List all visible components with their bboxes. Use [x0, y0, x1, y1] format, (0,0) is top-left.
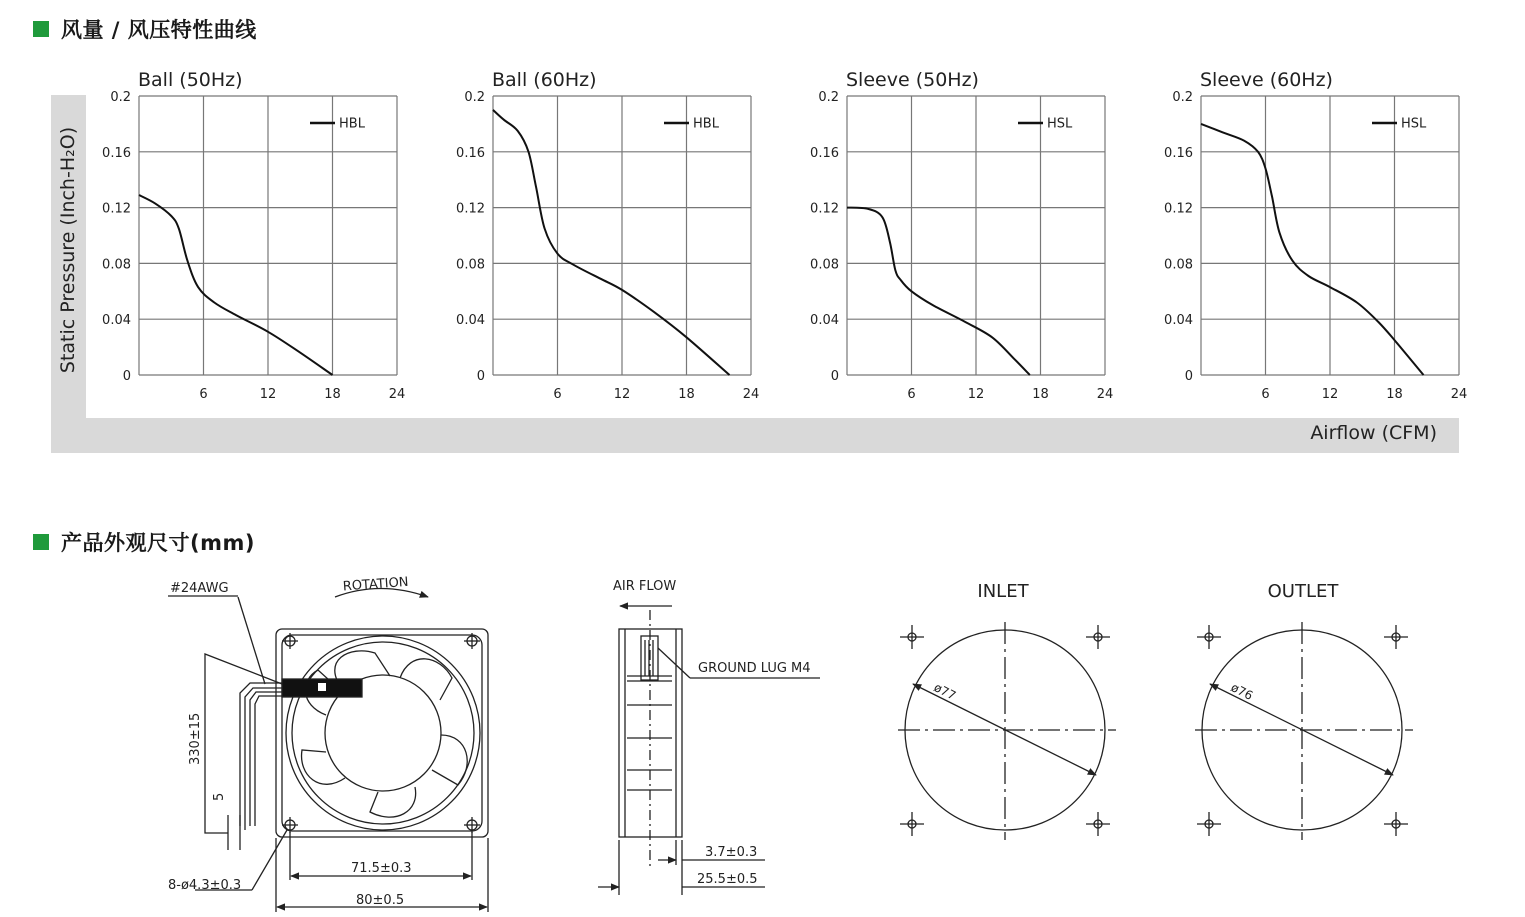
mounting-hole-icon	[1197, 625, 1408, 836]
x-tick-label: 12	[259, 387, 277, 402]
y-axis-label: Static Pressure (Inch-H₂O)	[57, 126, 79, 374]
inlet-diameter-label: ø77	[931, 680, 959, 703]
fan-wires	[205, 654, 282, 833]
hole-leader	[252, 830, 287, 890]
wire-gauge-label: #24AWG	[170, 581, 229, 596]
y-tick-label: 0.2	[818, 90, 839, 105]
chart-title: Sleeve (60Hz)	[1200, 69, 1333, 91]
y-tick-label: 0	[1184, 369, 1193, 384]
y-tick-label: 0.12	[456, 201, 485, 217]
flange-label: 3.7±0.3	[705, 845, 758, 860]
mounting-hole-icon	[900, 625, 1110, 836]
section-title: 风量 / 风压特性曲线	[61, 18, 257, 42]
x-tick-label: 6	[907, 387, 916, 402]
fan-hub	[325, 675, 441, 791]
wire-leader	[238, 597, 265, 684]
series-line	[493, 110, 730, 375]
outlet-diameter-line	[1210, 684, 1393, 775]
fan-label-bar	[282, 679, 362, 697]
y-tick-label: 0	[122, 369, 131, 384]
y-tick-label: 0.2	[110, 90, 131, 105]
y-tick-label: 0.16	[102, 145, 131, 161]
y-tick-label: 0.16	[456, 145, 485, 161]
series-line	[139, 195, 333, 375]
x-axis-label: Airflow (CFM)	[1310, 422, 1437, 444]
y-tick-label: 0	[830, 369, 839, 384]
y-tick-label: 0.08	[810, 257, 839, 273]
x-tick-label: 12	[967, 387, 985, 402]
size-label: 80±0.5	[356, 893, 405, 908]
ground-lug-label: GROUND LUG M4	[698, 661, 811, 676]
y-tick-label: 0.16	[1164, 145, 1193, 161]
inlet-label: INLET	[977, 581, 1029, 602]
inlet-diameter-line	[913, 684, 1096, 775]
y-tick-label: 0.12	[1164, 201, 1193, 217]
chart-title: Sleeve (50Hz)	[846, 69, 979, 91]
side-view	[598, 606, 820, 895]
outlet-circle	[1202, 630, 1402, 830]
legend-label: HBL	[693, 116, 719, 132]
inlet-view	[898, 622, 1116, 840]
y-tick-label: 0.04	[1164, 313, 1193, 329]
y-tick-label: 0.04	[810, 313, 839, 329]
y-tick-label: 0.12	[102, 201, 131, 217]
x-tick-label: 18	[678, 387, 695, 402]
x-tick-label: 24	[1450, 387, 1468, 402]
legend-label: HSL	[1047, 116, 1073, 132]
outlet-diameter-label: ø76	[1228, 680, 1256, 703]
airflow-label: AIR FLOW	[613, 579, 677, 594]
x-tick-label: 18	[1386, 387, 1403, 402]
y-tick-label: 0.12	[810, 201, 839, 217]
y-tick-label: 0.2	[464, 90, 485, 105]
depth-label: 25.5±0.5	[697, 872, 758, 887]
y-tick-label: 0.04	[456, 313, 485, 329]
fan-blades	[302, 651, 468, 817]
x-tick-label: 6	[199, 387, 208, 402]
y-tick-label: 0.08	[456, 257, 485, 273]
ground-lug	[641, 636, 658, 680]
y-tick-label: 0.04	[102, 313, 131, 329]
x-tick-label: 18	[1032, 387, 1049, 402]
mounting-hole-icon	[282, 633, 480, 833]
inlet-circle	[905, 630, 1105, 830]
front-view	[168, 589, 488, 913]
fan-frame	[276, 629, 488, 837]
wire-length-label: 330±15	[188, 712, 203, 765]
section-heading-dimensions	[33, 527, 255, 557]
y-tick-label: 0.08	[1164, 257, 1193, 273]
x-tick-label: 12	[613, 387, 631, 402]
holes-label: 8-ø4.3±0.3	[168, 878, 242, 893]
green-square-icon	[33, 534, 49, 550]
wire-strip-label: 5	[212, 792, 227, 801]
x-tick-label: 24	[1096, 387, 1114, 402]
x-tick-label: 24	[742, 387, 760, 402]
legend-label: HSL	[1401, 116, 1427, 132]
rotation-label: ROTATION	[342, 574, 410, 595]
series-line	[847, 208, 1030, 375]
series-line	[1201, 124, 1424, 375]
x-tick-label: 18	[324, 387, 341, 402]
rotation-arrow-icon	[335, 589, 428, 598]
y-tick-label: 0	[476, 369, 485, 384]
chart-title: Ball (60Hz)	[492, 69, 597, 91]
pitch-label: 71.5±0.3	[351, 861, 412, 876]
x-tick-label: 6	[553, 387, 562, 402]
x-tick-label: 24	[388, 387, 406, 402]
fan-side-profile	[619, 629, 682, 837]
chart-title: Ball (50Hz)	[138, 69, 243, 91]
legend-label: HBL	[339, 116, 365, 132]
outlet-label: OUTLET	[1267, 581, 1339, 602]
y-tick-label: 0.16	[810, 145, 839, 161]
outlet-view	[1195, 622, 1413, 840]
section-title: 产品外观尺寸(mm)	[61, 531, 255, 555]
x-tick-label: 12	[1321, 387, 1339, 402]
y-tick-label: 0.08	[102, 257, 131, 273]
y-tick-label: 0.2	[1172, 90, 1193, 105]
x-tick-label: 6	[1261, 387, 1270, 402]
